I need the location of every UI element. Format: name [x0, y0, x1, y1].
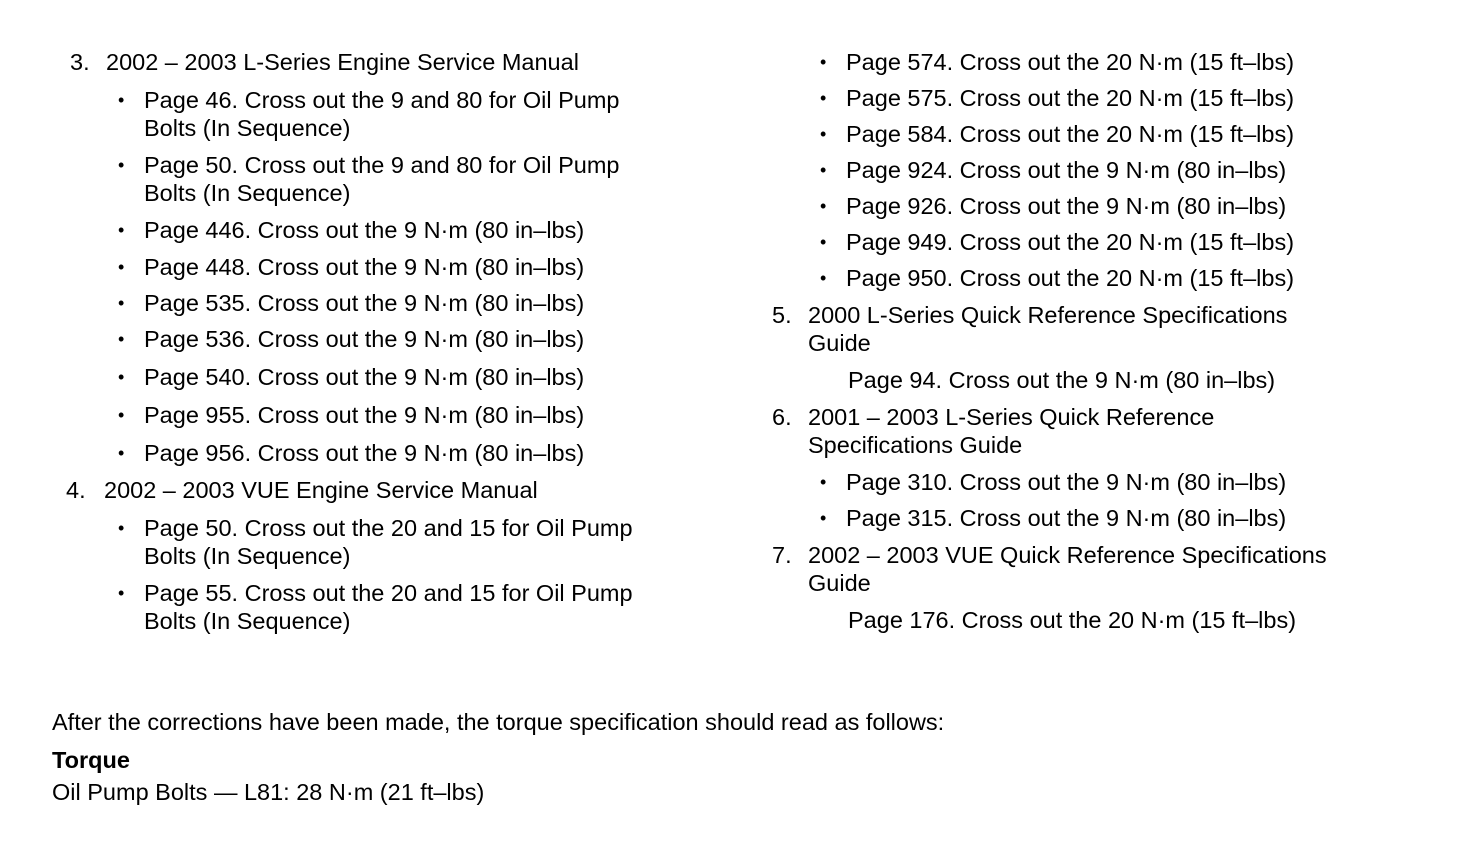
- bullet-icon: •: [118, 518, 125, 538]
- list-item-line: Bolts (In Sequence): [144, 543, 351, 569]
- list-item-line: Page 50. Cross out the 9 and 80 for Oil Pump: [144, 152, 620, 178]
- bullet-icon: •: [118, 367, 125, 387]
- bullet-icon: •: [118, 293, 125, 313]
- bullet-icon: •: [820, 232, 827, 252]
- bullet-icon: •: [118, 329, 125, 349]
- section-6-title-line: 2001 – 2003 L-Series Quick Reference: [808, 404, 1215, 430]
- list-item: [766, 156, 1446, 184]
- bullet-icon: •: [820, 508, 827, 528]
- list-item: [64, 514, 724, 570]
- list-item-line: Page 924. Cross out the 9 N·m (80 in–lbs): [846, 157, 1287, 183]
- bullet-icon: •: [820, 472, 827, 492]
- list-item: [766, 84, 1446, 112]
- list-item: [64, 579, 724, 635]
- list-item: [766, 120, 1446, 148]
- list-item-line: Page 310. Cross out the 9 N·m (80 in–lbs): [846, 469, 1287, 495]
- list-item-line: Page 535. Cross out the 9 N·m (80 in–lbs): [144, 290, 585, 316]
- bullet-icon: •: [820, 268, 827, 288]
- list-item: [64, 325, 724, 353]
- bullet-icon: •: [118, 583, 125, 603]
- section-7-title-line: 2002 – 2003 VUE Quick Reference Specifications: [808, 542, 1327, 568]
- torque-note: [52, 708, 1432, 806]
- list-item-line: Page 46. Cross out the 9 and 80 for Oil Pump: [144, 87, 620, 113]
- list-item: [64, 216, 724, 244]
- bullet-icon: •: [820, 52, 827, 72]
- list-item: [64, 86, 724, 142]
- section-7-title-line: Guide: [808, 570, 871, 596]
- section-7-heading: [766, 541, 1446, 597]
- list-item-line: Page 536. Cross out the 9 N·m (80 in–lbs): [144, 326, 585, 352]
- list-item-line: Page 50. Cross out the 20 and 15 for Oil Pump: [144, 515, 633, 541]
- section-6-number: 6.: [772, 404, 792, 430]
- list-item-line: Bolts (In Sequence): [144, 115, 351, 141]
- bullet-icon: •: [118, 90, 125, 110]
- section-3-list: [64, 86, 724, 467]
- list-item-line: Page 955. Cross out the 9 N·m (80 in–lbs): [144, 402, 585, 428]
- section-6-list: [766, 468, 1446, 532]
- torque-heading: Torque: [52, 747, 130, 773]
- list-item-line: Page 315. Cross out the 9 N·m (80 in–lbs): [846, 505, 1287, 531]
- section-5-heading: [766, 301, 1446, 357]
- list-item-line: Page 956. Cross out the 9 N·m (80 in–lbs): [144, 440, 585, 466]
- bullet-icon: •: [820, 124, 827, 144]
- section-3-title: 2002 – 2003 L-Series Engine Service Manual: [106, 49, 579, 75]
- right-column: [766, 48, 1446, 634]
- list-item: [64, 401, 724, 429]
- section-3-number: 3.: [70, 49, 90, 75]
- bullet-icon: •: [820, 160, 827, 180]
- list-item-line: Page 448. Cross out the 9 N·m (80 in–lbs): [144, 254, 585, 280]
- list-item: [64, 151, 724, 207]
- bullet-icon: •: [820, 88, 827, 108]
- section-6-title-line: Specifications Guide: [808, 432, 1023, 458]
- bullet-icon: •: [820, 196, 827, 216]
- section-5-title-line: Guide: [808, 330, 871, 356]
- bullet-icon: •: [118, 155, 125, 175]
- list-item: [766, 264, 1446, 292]
- section-5-item: Page 94. Cross out the 9 N·m (80 in–lbs): [848, 367, 1276, 393]
- list-item-line: Page 55. Cross out the 20 and 15 for Oil Pump: [144, 580, 633, 606]
- list-item: [766, 504, 1446, 532]
- list-item-line: Page 949. Cross out the 20 N·m (15 ft–lbs): [846, 229, 1295, 255]
- list-item-line: Bolts (In Sequence): [144, 180, 351, 206]
- list-item-line: Page 540. Cross out the 9 N·m (80 in–lbs): [144, 364, 585, 390]
- list-item: [766, 468, 1446, 496]
- list-item-line: Bolts (In Sequence): [144, 608, 351, 634]
- list-item: [64, 253, 724, 281]
- section-5-number: 5.: [772, 302, 792, 328]
- section-4-title: 2002 – 2003 VUE Engine Service Manual: [104, 477, 538, 503]
- section-4-list: [64, 514, 724, 635]
- bullet-icon: •: [118, 220, 125, 240]
- left-column: [64, 48, 724, 635]
- section-7: [766, 541, 1446, 634]
- list-item-line: Page 575. Cross out the 20 N·m (15 ft–lbs): [846, 85, 1295, 111]
- section-6: [766, 403, 1446, 532]
- list-item: [766, 192, 1446, 220]
- section-5-title-line: 2000 L-Series Quick Reference Specifications: [808, 302, 1288, 328]
- section-4: [64, 476, 724, 635]
- list-item-line: Page 446. Cross out the 9 N·m (80 in–lbs): [144, 217, 585, 243]
- list-item: [766, 48, 1446, 76]
- section-4-heading: [64, 476, 724, 504]
- bullet-icon: •: [118, 405, 125, 425]
- bullet-icon: •: [118, 443, 125, 463]
- section-5: [766, 301, 1446, 394]
- list-item-line: Page 950. Cross out the 20 N·m (15 ft–lbs): [846, 265, 1295, 291]
- section-7-item: Page 176. Cross out the 20 N·m (15 ft–lbs): [848, 607, 1297, 633]
- section-7-number: 7.: [772, 542, 792, 568]
- list-item: [64, 363, 724, 391]
- correction-note: After the corrections have been made, the torque specification should read as follows:: [52, 709, 945, 735]
- list-item: [64, 439, 724, 467]
- bullet-icon: •: [118, 257, 125, 277]
- section-3: [64, 48, 724, 467]
- list-item-line: Page 584. Cross out the 20 N·m (15 ft–lbs): [846, 121, 1295, 147]
- list-item-line: Page 926. Cross out the 9 N·m (80 in–lbs): [846, 193, 1287, 219]
- continued-list: [766, 48, 1446, 292]
- section-6-heading: [766, 403, 1446, 459]
- list-item: [64, 289, 724, 317]
- section-3-heading: [64, 48, 724, 76]
- torque-spec: Oil Pump Bolts — L81: 28 N·m (21 ft–lbs): [52, 779, 485, 805]
- section-4-number: 4.: [66, 477, 86, 503]
- list-item-line: Page 574. Cross out the 20 N·m (15 ft–lbs): [846, 49, 1295, 75]
- list-item: [766, 228, 1446, 256]
